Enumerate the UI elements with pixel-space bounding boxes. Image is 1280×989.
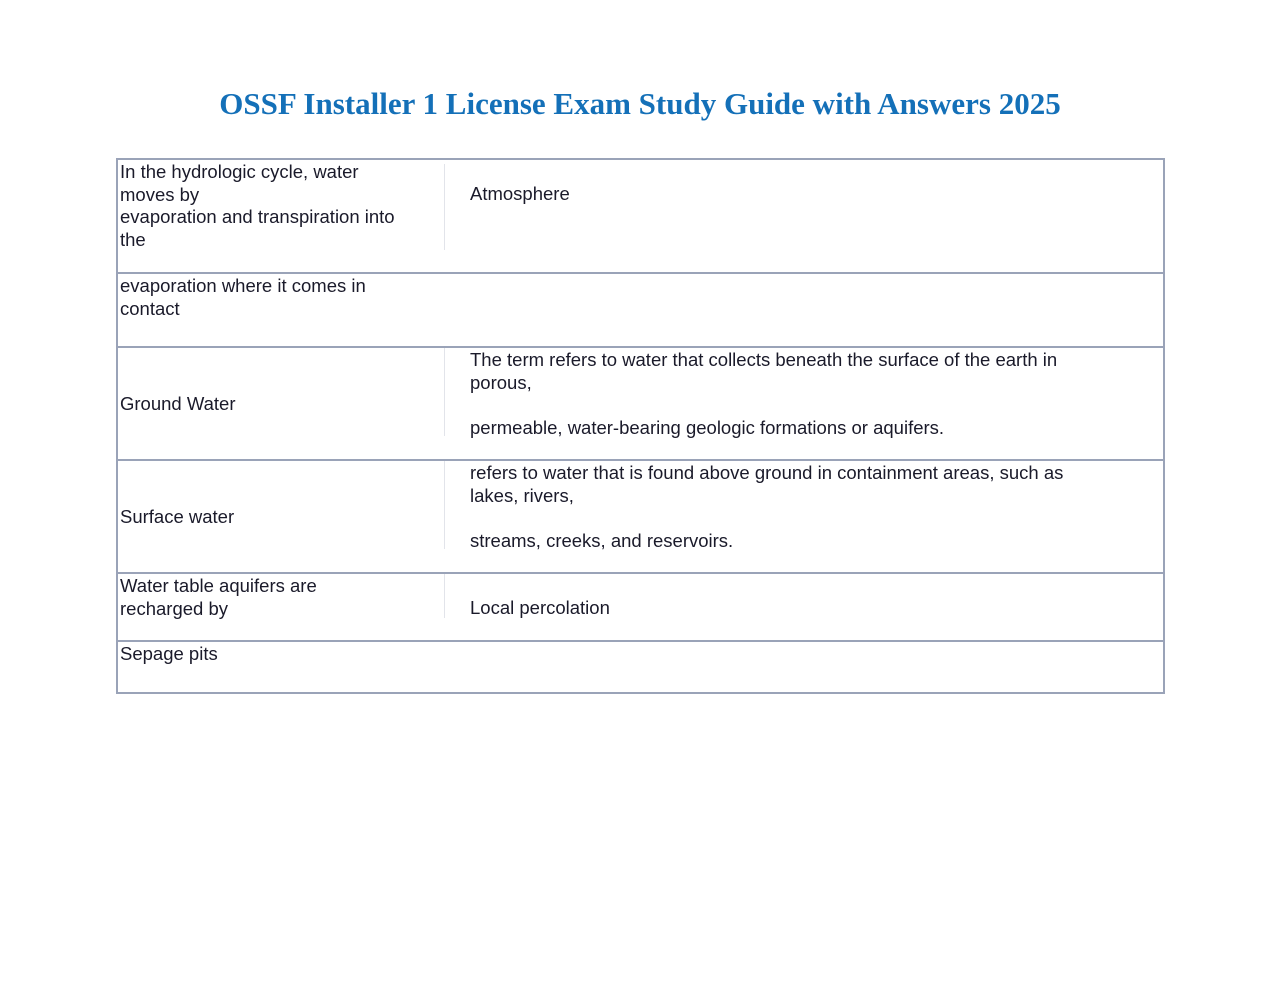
question-line: In the hydrologic cycle, water <box>120 161 359 182</box>
question-cell <box>118 574 444 640</box>
question-line: evaporation where it comes in <box>120 275 366 296</box>
document-title: OSSF Installer 1 License Exam Study Guide with Answers 2025 <box>219 86 1061 121</box>
question-line: moves by <box>120 183 200 205</box>
question-cell <box>118 274 1163 346</box>
answer-line: streams, creeks, and reservoirs. <box>470 529 734 551</box>
question-line: Ground Water <box>120 393 236 414</box>
question-line: evaporation and transpiration into <box>120 206 395 227</box>
question-cell <box>118 642 1163 692</box>
question-line: Sepage pits <box>120 643 218 664</box>
answer-cell <box>445 574 1163 640</box>
answer-line: refers to water that is found above ground in containment areas, such as <box>470 462 1064 483</box>
table-row <box>118 160 1163 274</box>
answer-cell <box>445 461 1163 572</box>
answer-cell <box>445 160 1163 272</box>
question-line: Water table aquifers are <box>120 575 317 596</box>
question-line: recharged by <box>120 597 228 619</box>
answer-line: The term refers to water that collects beneath the surface of the earth in <box>470 349 1058 370</box>
answer-line: Local percolation <box>470 597 610 618</box>
answer-line: lakes, rivers, <box>470 484 574 506</box>
question-cell <box>118 160 444 272</box>
answer-line: Atmosphere <box>470 183 570 204</box>
table-row <box>118 574 1163 642</box>
question-cell <box>118 348 444 459</box>
question-line: Surface water <box>120 506 235 527</box>
answer-line: permeable, water-bearing geologic formations or aquifers. <box>470 416 945 438</box>
table-row <box>118 642 1163 692</box>
table-row <box>118 348 1163 461</box>
table-row <box>118 274 1163 348</box>
qa-table <box>116 158 1165 694</box>
question-cell <box>118 461 444 572</box>
answer-cell <box>445 348 1163 459</box>
answer-line: porous, <box>470 371 532 393</box>
question-line: the <box>120 228 146 250</box>
table-row <box>118 461 1163 574</box>
question-line: contact <box>120 297 180 319</box>
